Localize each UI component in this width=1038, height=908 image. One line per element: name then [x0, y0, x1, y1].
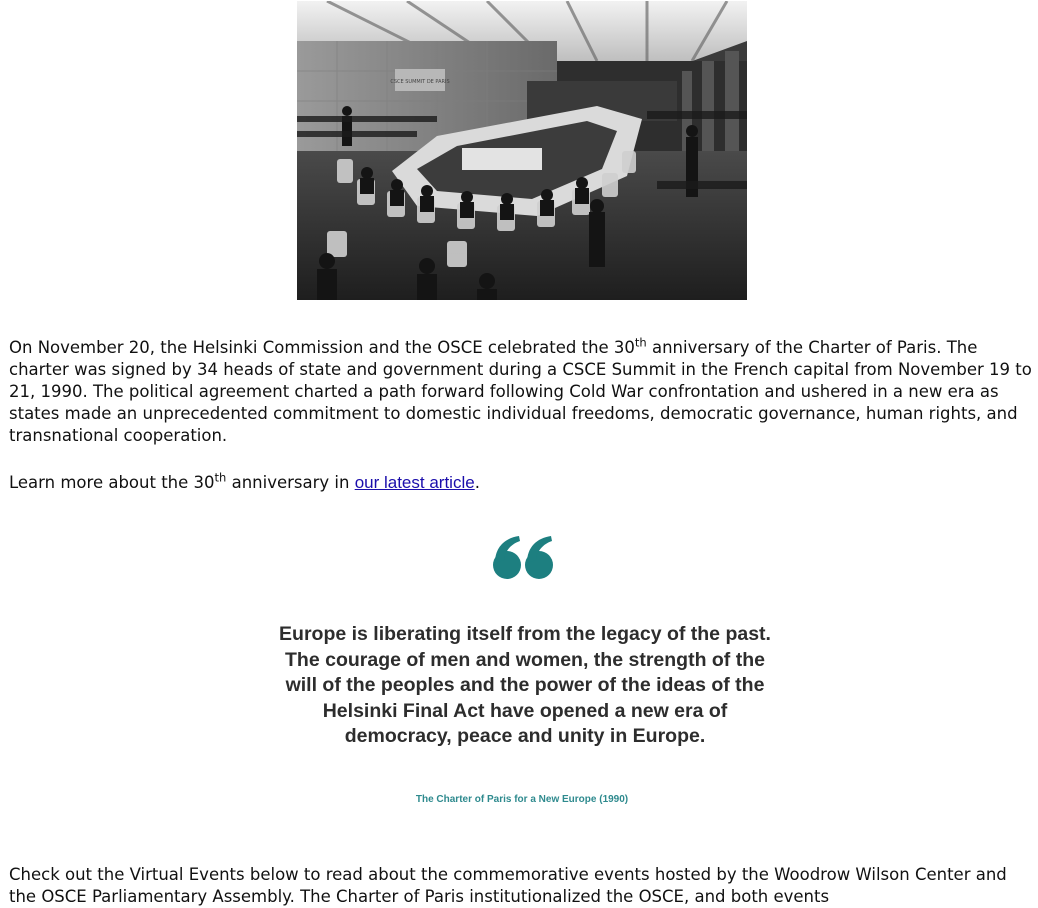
quote-line: The courage of men and women, the strength of the	[285, 648, 765, 671]
learn-more-period: .	[474, 473, 480, 492]
summit-photo	[297, 1, 747, 300]
intro-superscript: th	[634, 335, 647, 350]
quote-source: The Charter of Paris for a New Europe (1990)	[415, 794, 629, 805]
quote-line: democracy, peace and unity in Europe.	[344, 725, 706, 747]
learn-more-text-2: anniversary in	[226, 473, 355, 492]
banner-text: CSCE SUMMIT DE PARIS	[390, 79, 450, 85]
learn-more-superscript: th	[214, 470, 227, 485]
quote-mark-icon	[491, 535, 555, 580]
quote-line: Helsinki Final Act have opened a new era of	[322, 699, 728, 722]
learn-more-paragraph	[9, 472, 1038, 494]
learn-more-text-1: Learn more about the 30	[9, 473, 215, 492]
charter-quote	[240, 622, 810, 750]
closing-paragraph: Check out the Virtual Events below to read about the commemorative events hosted by the Woodrow Wilson Center and the OSCE Parliamentary Assembly. The Charter of Paris institutionalized the OSCE, and both events	[9, 865, 1007, 906]
intro-paragraph	[9, 337, 1038, 447]
latest-article-link[interactable]: our latest article	[354, 473, 475, 492]
intro-text-2: anniversary of the Charter of Paris. The charter was signed by 34 heads of state and government during a CSCE Summit in the French capital from November 19 to 21, 1990. The political agreement charted a path forward following Cold War confrontation and ushered in a new era as states made an unprecedented commitment to domestic individual freedoms, democratic governance, human rights, and transnational cooperation.	[9, 338, 1032, 445]
intro-text-1: On November 20, the Helsinki Commission and the OSCE celebrated the 30	[9, 338, 635, 357]
quote-line: Europe is liberating itself from the legacy of the past.	[279, 623, 771, 645]
quote-line: will of the peoples and the power of the ideas of the	[285, 674, 765, 696]
